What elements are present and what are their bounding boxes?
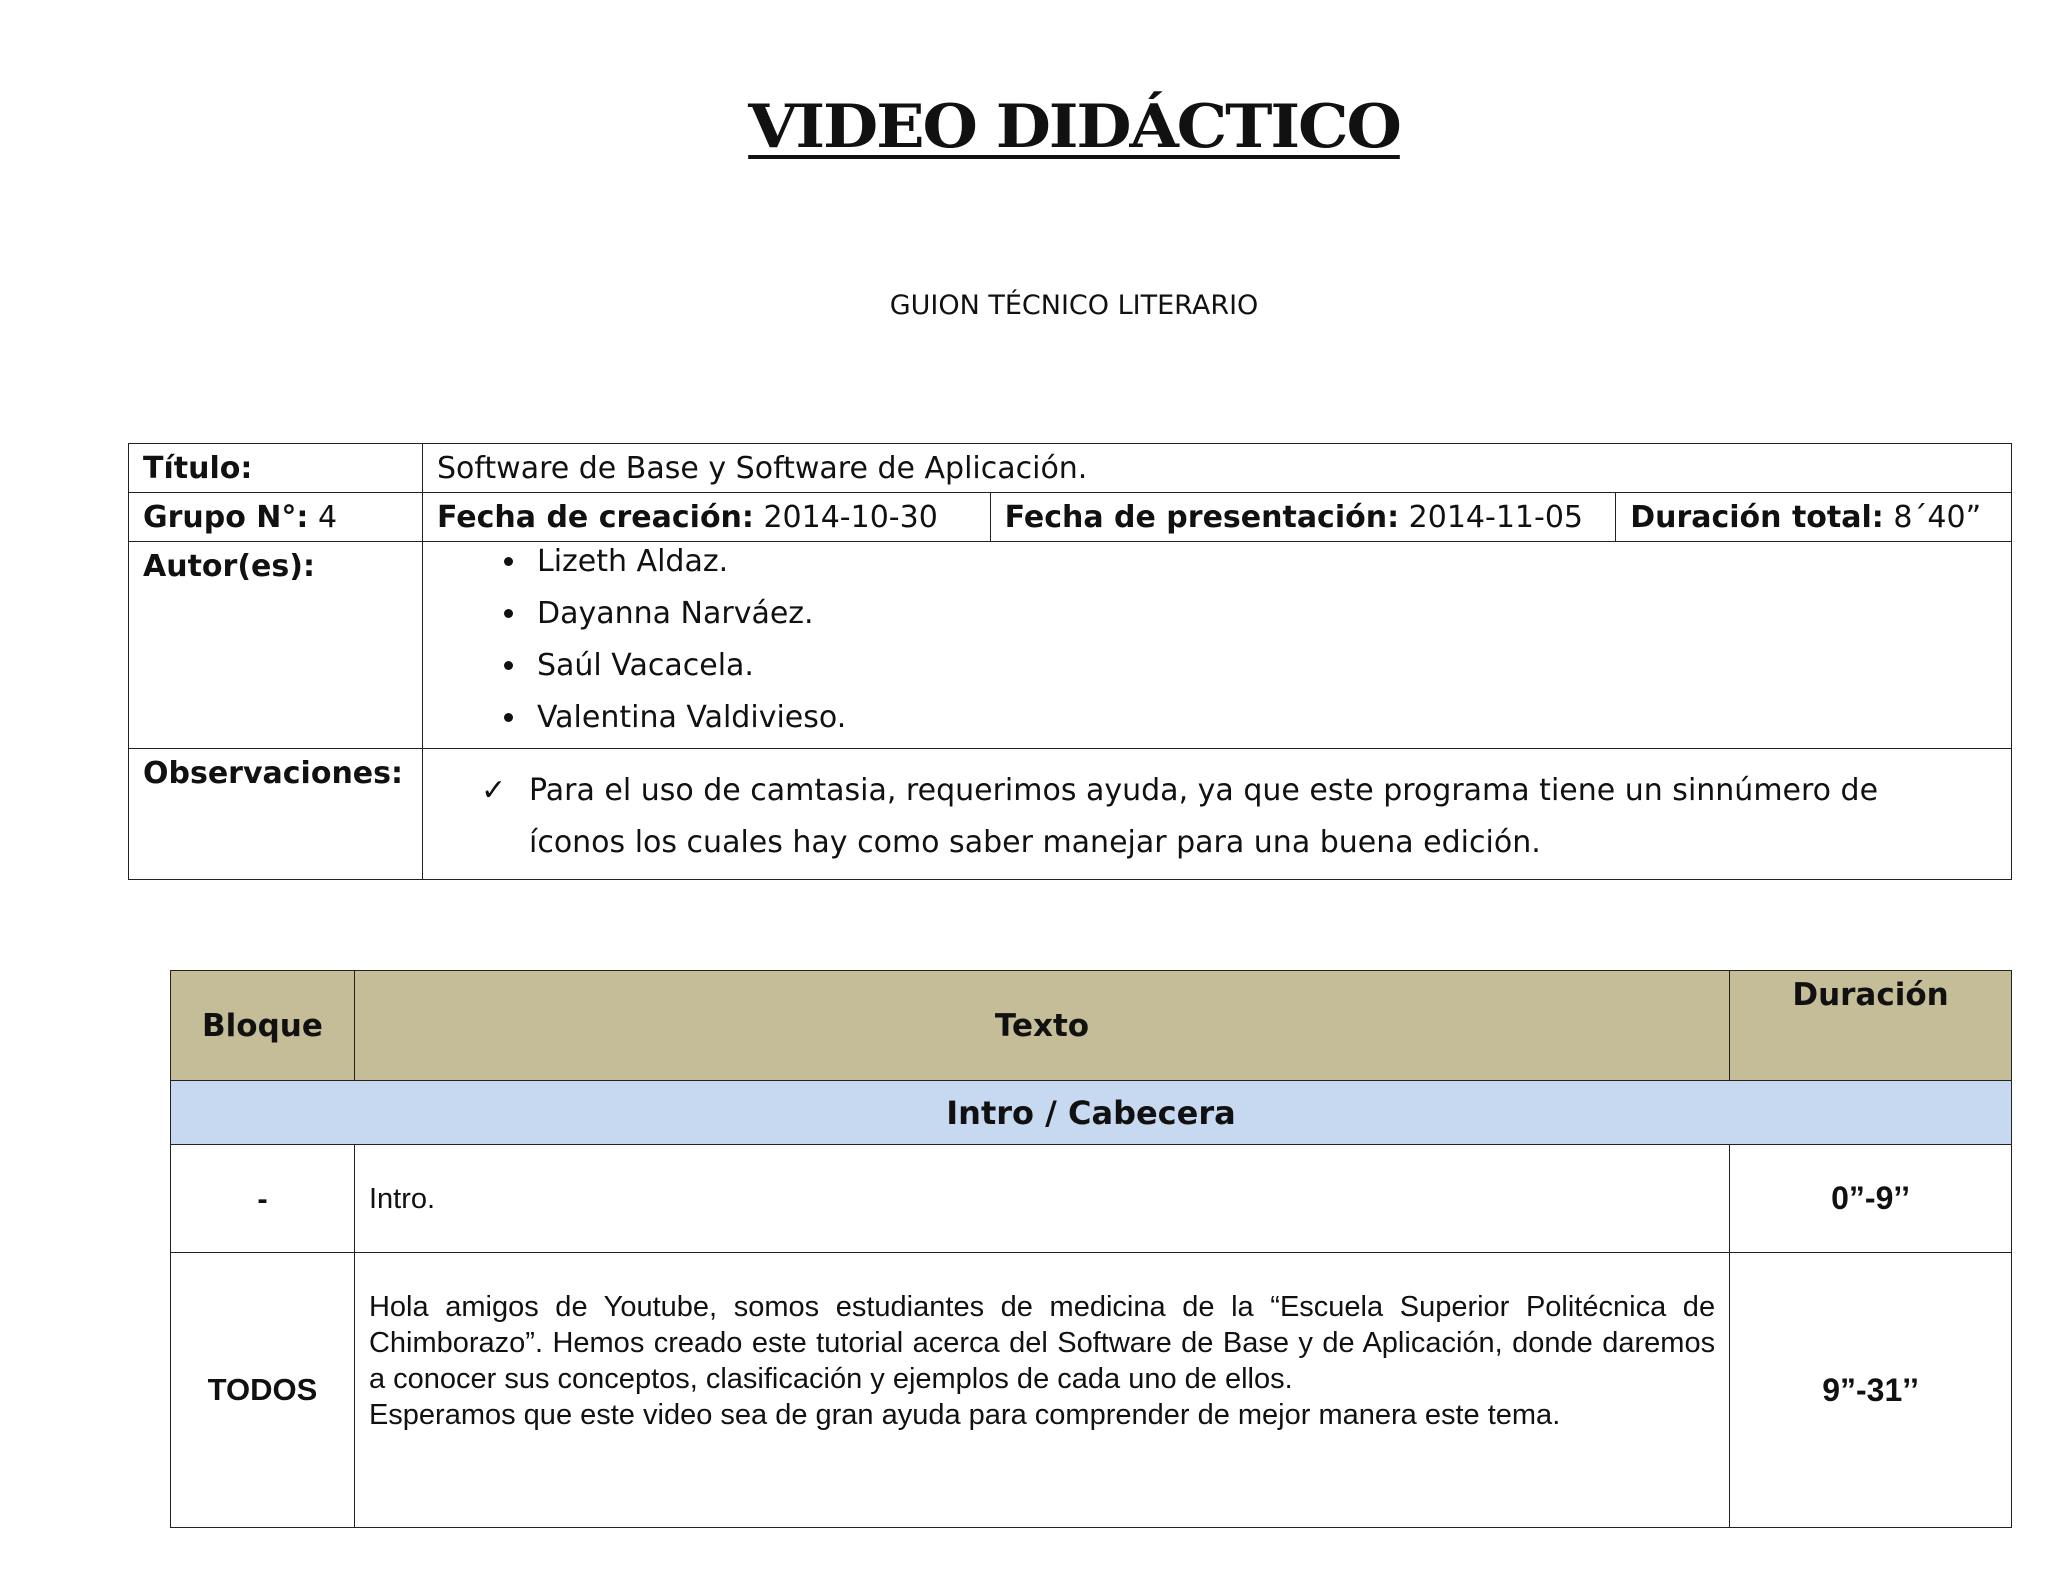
observaciones-row — [129, 749, 2012, 880]
observations-list — [437, 755, 1997, 875]
grupo-value: 4 — [317, 500, 338, 535]
duracion-total-label: Duración total: — [1630, 500, 1884, 535]
row-texto-paragraph: Intro. — [368, 1182, 436, 1215]
row-texto-paragraph: Hola amigos de Youtube, somos estudiantes de medicina de la “Escuela Superior Politécnica de Chimborazo”. Hemos creado este tutorial acerca del Software de Base y de Aplicación, donde daremos a conocer sus conceptos, clasificación y ejemplos de cada uno de ellos. — [368, 1291, 1716, 1395]
row-texto-paragraph: Esperamos que este video sea de gran ayuda para comprender de mejor manera este tema. — [368, 1399, 1561, 1431]
checkmark-icon: ✓ — [480, 773, 507, 808]
row-texto — [354, 1253, 1729, 1528]
autores-row — [129, 542, 2012, 749]
document-subtitle: GUION TÉCNICO LITERARIO — [889, 290, 1259, 321]
section-row — [171, 1081, 2012, 1145]
table-row — [171, 1145, 2012, 1253]
grupo-row — [129, 493, 2012, 542]
titulo-row — [129, 444, 2012, 493]
author-item: • Saúl Vacacela. — [529, 640, 1997, 692]
author-item: • Lizeth Aldaz. — [529, 536, 1997, 588]
document-title: VIDEO DIDÁCTICO — [748, 92, 1400, 162]
grupo-cell — [129, 493, 423, 542]
titulo-value: Software de Base y Software de Aplicación. — [422, 444, 2011, 493]
observation-item — [480, 755, 1997, 875]
script-header-row — [171, 971, 2012, 1081]
author-item: • Dayanna Narváez. — [529, 588, 1997, 640]
header-duracion: Duración — [1730, 971, 2012, 1081]
observation-text: Para el uso de camtasia, requerimos ayuda, ya que este programa tiene un sinnúmero de íconos los cuales hay como saber manejar para una buena edición. — [528, 773, 1879, 860]
header-texto: Texto — [354, 971, 1729, 1081]
fecha-presentacion-value: 2014-11-05 — [1408, 500, 1583, 535]
titulo-label: Título: — [129, 444, 423, 493]
table-row — [171, 1253, 2012, 1528]
autores-cell — [422, 542, 2011, 749]
header-bloque: Bloque — [171, 971, 355, 1081]
fecha-creacion-value: 2014-10-30 — [763, 500, 938, 535]
author-item: • Valentina Valdivieso. — [529, 692, 1997, 744]
script-table — [170, 970, 2012, 1528]
row-bloque: - — [171, 1145, 355, 1253]
grupo-label: Grupo N°: — [143, 500, 309, 535]
autores-label: Autor(es): — [129, 542, 423, 749]
duracion-total-value: 8´40” — [1893, 500, 1982, 535]
fecha-presentacion-cell — [990, 493, 1616, 542]
observaciones-cell — [422, 749, 2011, 880]
info-table — [128, 443, 2012, 880]
row-bloque: TODOS — [171, 1253, 355, 1528]
fecha-creacion-label: Fecha de creación: — [436, 500, 754, 535]
fecha-creacion-cell — [422, 493, 990, 542]
fecha-presentacion-label: Fecha de presentación: — [1004, 500, 1400, 535]
row-duracion: 9”-31’’ — [1730, 1253, 2012, 1528]
row-duracion: 0”-9’’ — [1730, 1145, 2012, 1253]
authors-list — [437, 536, 1997, 744]
observaciones-label: Observaciones: — [129, 749, 423, 880]
row-texto — [354, 1145, 1729, 1253]
duracion-total-cell — [1616, 493, 2012, 542]
section-title: Intro / Cabecera — [171, 1081, 2012, 1145]
